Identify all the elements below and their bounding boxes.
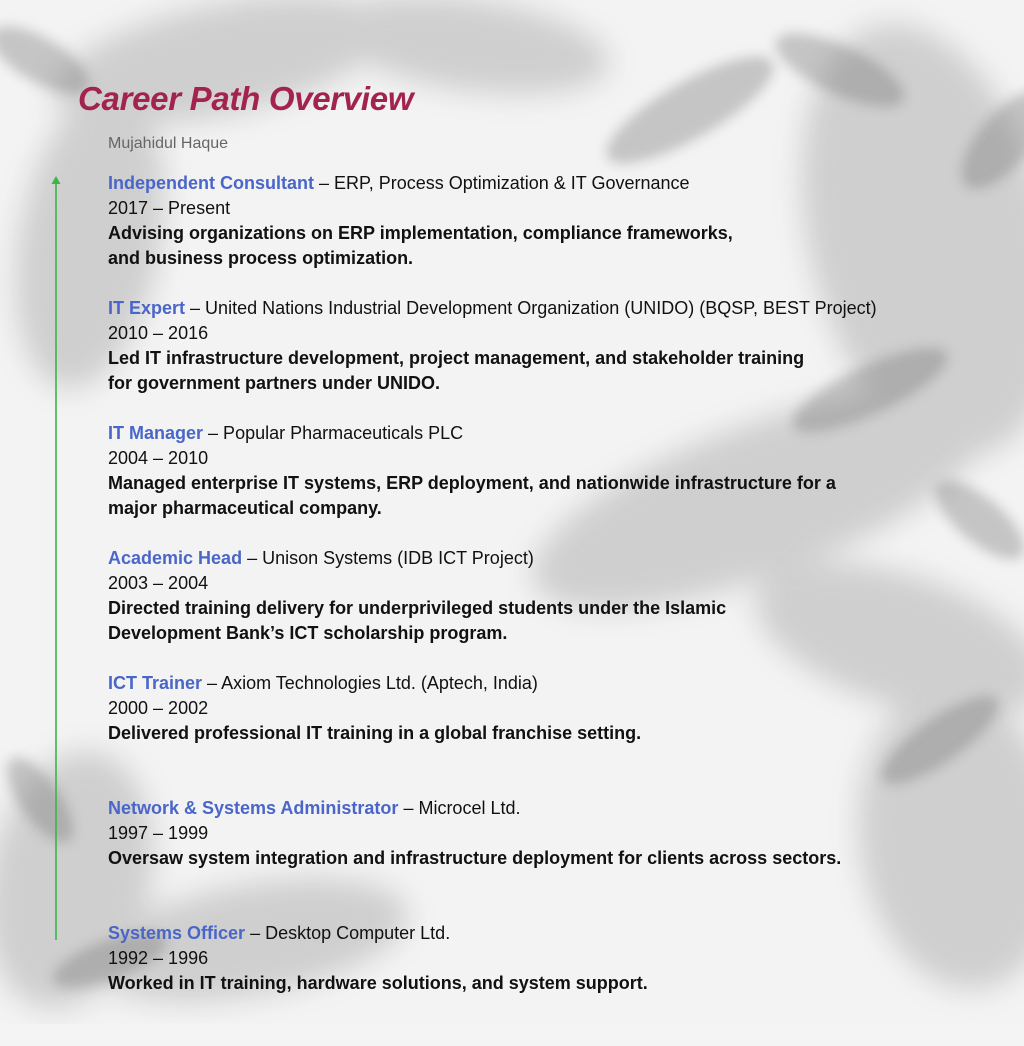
- description-line: Advising organizations on ERP implementation, compliance frameworks,: [108, 223, 733, 243]
- career-entry: [108, 921, 1008, 1046]
- career-entry: [108, 171, 1008, 296]
- description-line: for government partners under UNIDO.: [108, 373, 441, 393]
- entry-organization: – United Nations Industrial Development Organization (UNIDO) (BQSP, BEST Project): [190, 298, 877, 318]
- entry-years: 2000 – 2002: [108, 698, 209, 718]
- entry-role: Network & Systems Administrator: [108, 798, 399, 818]
- entry-role: IT Manager: [108, 423, 204, 443]
- entry-description: [108, 346, 1008, 396]
- entry-years: 2010 – 2016: [108, 323, 209, 343]
- entry-heading: [108, 546, 1008, 571]
- entry-heading: [108, 796, 1008, 821]
- description-line: Development Bank’s ICT scholarship program.: [108, 623, 508, 643]
- description-line: Led IT infrastructure development, project management, and stakeholder training: [108, 348, 805, 368]
- description-line: Oversaw system integration and infrastructure deployment for clients across sectors.: [108, 848, 842, 868]
- entry-description: [108, 846, 1008, 871]
- description-line: Directed training delivery for underprivileged students under the Islamic: [108, 598, 727, 618]
- entry-years: 2017 – Present: [108, 198, 231, 218]
- career-entry: [108, 796, 1008, 921]
- description-line: Worked in IT training, hardware solutions, and system support.: [108, 973, 648, 993]
- timeline-arrow: [51, 176, 61, 940]
- career-entries: [108, 171, 1008, 1046]
- description-line: Delivered professional IT training in a global franchise setting.: [108, 723, 642, 743]
- entry-organization: – Popular Pharmaceuticals PLC: [208, 423, 464, 443]
- entry-heading: [108, 921, 1008, 946]
- entry-role: ICT Trainer: [108, 673, 203, 693]
- arrow-up-icon: [52, 176, 61, 184]
- career-entry: [108, 546, 1008, 671]
- page-title: Career Path Overview: [78, 80, 414, 117]
- author-name: Mujahidul Haque: [108, 135, 229, 152]
- entry-role: Independent Consultant: [108, 173, 314, 193]
- entry-role: IT Expert: [108, 298, 186, 318]
- entry-heading: [108, 171, 1008, 196]
- entry-organization: – Microcel Ltd.: [403, 798, 521, 818]
- entry-years: 2003 – 2004: [108, 573, 209, 593]
- entry-description: [108, 971, 1008, 996]
- description-line: and business process optimization.: [108, 248, 414, 268]
- entry-years: 2004 – 2010: [108, 448, 209, 468]
- description-line: major pharmaceutical company.: [108, 498, 382, 518]
- entry-organization: – Axiom Technologies Ltd. (Aptech, India): [207, 673, 538, 693]
- career-entry: [108, 296, 1008, 421]
- entry-heading: [108, 296, 1008, 321]
- entry-description: [108, 721, 1008, 746]
- career-entry: [108, 671, 1008, 796]
- entry-role: Systems Officer: [108, 923, 246, 943]
- entry-description: [108, 596, 1008, 646]
- entry-description: [108, 471, 1008, 521]
- entry-organization: – ERP, Process Optimization & IT Governance: [319, 173, 690, 193]
- description-line: Managed enterprise IT systems, ERP deployment, and nationwide infrastructure for a: [108, 473, 836, 493]
- entry-description: [108, 221, 1008, 271]
- entry-organization: – Unison Systems (IDB ICT Project): [247, 548, 534, 568]
- entry-years: 1997 – 1999: [108, 823, 209, 843]
- entry-years: 1992 – 1996: [108, 948, 209, 968]
- entry-organization: – Desktop Computer Ltd.: [250, 923, 451, 943]
- entry-heading: [108, 671, 1008, 696]
- career-entry: [108, 421, 1008, 546]
- entry-role: Academic Head: [108, 548, 243, 568]
- entry-heading: [108, 421, 1008, 446]
